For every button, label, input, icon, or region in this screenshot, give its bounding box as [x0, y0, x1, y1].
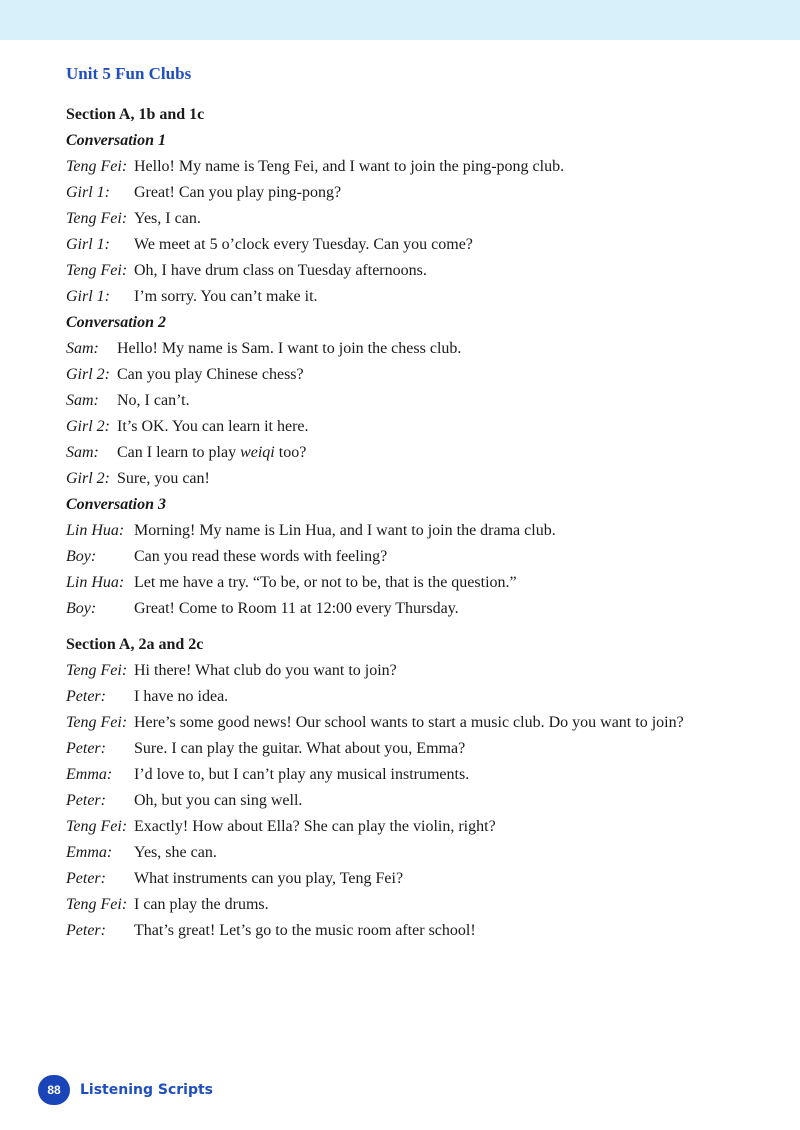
speech-text-part: Can I learn to play [117, 444, 241, 461]
dialogue-line [66, 388, 766, 414]
speech-text: Let me have a try. “To be, or not to be, that is the question.” [134, 574, 517, 591]
unit-title: Unit 5 Fun Clubs [66, 64, 192, 83]
speech-text: Oh, but you can sing well. [134, 792, 303, 809]
speaker-name: Peter: [66, 870, 106, 887]
dialogue-line [66, 866, 766, 892]
speaker-name: Girl 1: [66, 184, 110, 201]
speech-text: Exactly! How about Ella? She can play the violin, right? [134, 818, 496, 835]
dialogue-line [66, 154, 766, 180]
dialogue-line [66, 180, 766, 206]
speech-text: Can you play Chinese chess? [117, 366, 304, 383]
speech-text: I’m sorry. You can’t make it. [134, 288, 318, 305]
dialogue-line [66, 570, 766, 596]
dialogue-line [66, 684, 766, 710]
speech-text: Yes, I can. [134, 210, 201, 227]
dialogue-line [66, 544, 766, 570]
speaker-name: Boy: [66, 548, 97, 565]
speaker-name: Girl 1: [66, 236, 110, 253]
speech-text: Hello! My name is Sam. I want to join the chess club. [117, 340, 462, 357]
speaker-name: Girl 2: [66, 418, 110, 435]
dialogue-line [66, 440, 766, 466]
speaker-name: Teng Fei: [66, 262, 128, 279]
conversation-title: Conversation 2 [66, 314, 167, 331]
dialogue-line [66, 518, 766, 544]
dialogue-line [66, 258, 766, 284]
speech-text [117, 440, 766, 466]
conversation-3 [66, 492, 766, 622]
dialogue-line [66, 736, 766, 762]
section-2a-2c [66, 632, 766, 944]
dialogue-line [66, 814, 766, 840]
speaker-name: Teng Fei: [66, 158, 128, 175]
dialogue-line [66, 918, 766, 944]
speech-text: I’d love to, but I can’t play any musical instruments. [134, 766, 470, 783]
speaker-name: Girl 1: [66, 288, 110, 305]
dialogue-line [66, 206, 766, 232]
dialogue-line [66, 840, 766, 866]
speech-text: Can you read these words with feeling? [134, 548, 388, 565]
speech-text-part: too? [274, 444, 307, 461]
section-heading: Section A, 1b and 1c [66, 106, 205, 123]
speech-text: Yes, she can. [134, 844, 217, 861]
speech-text: Oh, I have drum class on Tuesday afternoons. [134, 262, 427, 279]
conversation-1 [66, 128, 766, 310]
speaker-name: Sam: [66, 392, 99, 409]
page-footer [38, 1075, 213, 1105]
page-number-badge: 88 [38, 1075, 70, 1105]
dialogue-line [66, 762, 766, 788]
dialogue-line [66, 788, 766, 814]
speech-text: Here’s some good news! Our school wants to start a music club. Do you want to join? [134, 714, 684, 731]
speaker-name: Peter: [66, 792, 106, 809]
speaker-name: Emma: [66, 844, 113, 861]
section-1b-1c [66, 102, 766, 622]
speaker-name: Lin Hua: [66, 522, 125, 539]
speaker-name: Peter: [66, 740, 106, 757]
speaker-name: Teng Fei: [66, 714, 128, 731]
speech-text: Hello! My name is Teng Fei, and I want to join the ping-pong club. [134, 158, 565, 175]
speech-text: I can play the drums. [134, 896, 269, 913]
dialogue-line [66, 414, 766, 440]
speaker-name: Girl 2: [66, 366, 110, 383]
speaker-name: Lin Hua: [66, 574, 125, 591]
speech-text: What instruments can you play, Teng Fei? [134, 870, 404, 887]
dialogue-line [66, 336, 766, 362]
speech-text: No, I can’t. [117, 392, 190, 409]
speech-text: Great! Come to Room 11 at 12:00 every Thursday. [134, 600, 459, 617]
dialogue-line [66, 284, 766, 310]
dialogue-line [66, 596, 766, 622]
speech-text: Sure. I can play the guitar. What about you, Emma? [134, 740, 466, 757]
speech-text: It’s OK. You can learn it here. [117, 418, 309, 435]
speech-text: We meet at 5 o’clock every Tuesday. Can you come? [134, 236, 473, 253]
italic-term: weiqi [240, 444, 275, 461]
dialogue-line [66, 466, 766, 492]
speaker-name: Emma: [66, 766, 113, 783]
speech-text: Great! Can you play ping-pong? [134, 184, 342, 201]
conversation-2 [66, 310, 766, 492]
dialogue-line [66, 362, 766, 388]
speech-text: That’s great! Let’s go to the music room after school! [134, 922, 476, 939]
dialogue-line [66, 892, 766, 918]
speaker-name: Teng Fei: [66, 818, 128, 835]
speech-text: I have no idea. [134, 688, 229, 705]
speaker-name: Sam: [66, 444, 99, 461]
section-heading: Section A, 2a and 2c [66, 636, 204, 653]
speech-text: Hi there! What club do you want to join? [134, 662, 397, 679]
dialogue-line [66, 658, 766, 684]
speaker-name: Teng Fei: [66, 896, 128, 913]
speaker-name: Peter: [66, 922, 106, 939]
speaker-name: Sam: [66, 340, 99, 357]
dialogue-line [66, 710, 766, 736]
dialogue-line [66, 232, 766, 258]
page-content [66, 62, 766, 944]
conversation-title: Conversation 1 [66, 132, 167, 149]
speaker-name: Girl 2: [66, 470, 110, 487]
speaker-name: Peter: [66, 688, 106, 705]
footer-section-label: Listening Scripts [80, 1082, 213, 1098]
speech-text: Morning! My name is Lin Hua, and I want to join the drama club. [134, 522, 556, 539]
speaker-name: Teng Fei: [66, 210, 128, 227]
speech-text: Sure, you can! [117, 470, 210, 487]
conversation-title: Conversation 3 [66, 496, 167, 513]
speaker-name: Boy: [66, 600, 97, 617]
top-color-band [0, 0, 800, 40]
speaker-name: Teng Fei: [66, 662, 128, 679]
